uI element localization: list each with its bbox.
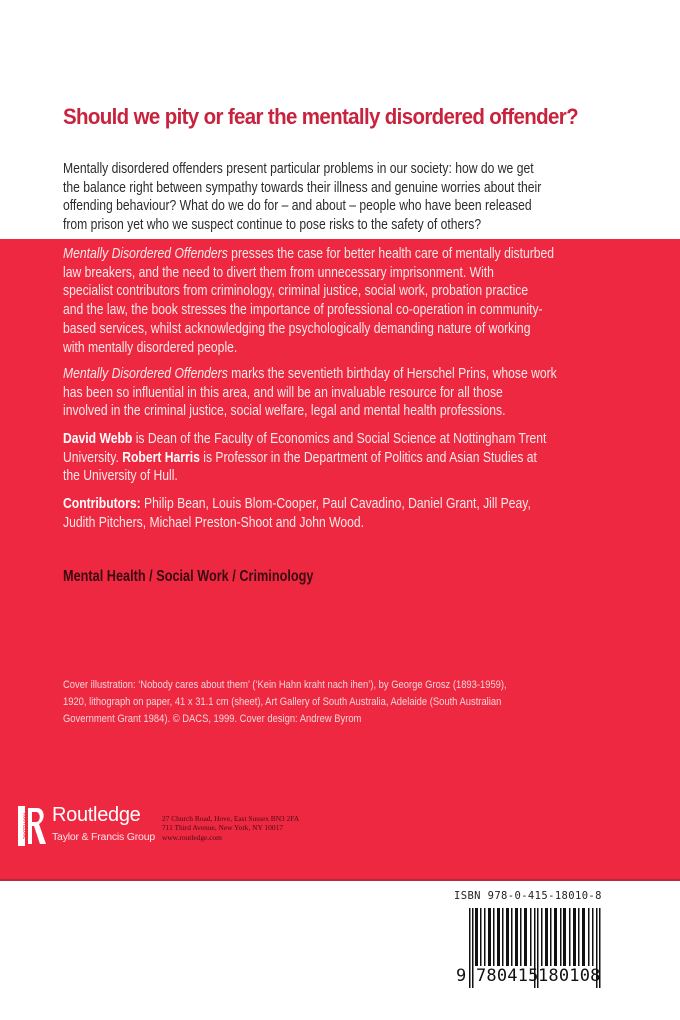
publisher-name: Routledge [52,804,141,826]
headline: Should we pity or fear the mentally disordered offender? [63,104,578,129]
intro-line: from prison yet who we suspect continue to pose risks to the safety of others? [63,217,482,234]
description-paragraph-2: Mentally Disordered Offenders marks the seventieth birthday of Herschel Prins, whose work has been so influential in this area, and will be an invaluable resource for all those involved in the criminal justice, social welfare, legal and mental health professions. [63,366,557,420]
svg-text:ROUTLEDGE: ROUTLEDGE [22,812,28,840]
publisher-website: www.routledge.com [162,832,222,842]
intro-line: Mentally disordered offenders present particular problems in our society: how do we get [63,161,534,177]
authors-paragraph: David Webb is Dean of the Faculty of Economics and Social Science at Nottingham Trent University. Robert Harris is Professor in the Department of Politics and Asian Studies at the University of Hull. [63,431,547,485]
contributors-paragraph: Contributors: Philip Bean, Louis Blom-Cooper, Paul Cavadino, Daniel Grant, Jill Peay, Judith Pitchers, Michael Preston-Shoot and John Wood. [63,496,531,531]
book-title-italic: Mentally Disordered Offenders [63,246,228,262]
publisher-group: Taylor & Francis Group [52,831,155,843]
intro-paragraph [63,160,641,235]
isbn-barcode: ISBN 978-0-415-18010-8 9 780415 180108 [450,886,670,1006]
intro-line: the balance right between sympathy towards their illness and genuine worries about their [63,179,542,196]
author-name: David Webb [63,431,133,447]
routledge-r-icon [18,806,48,846]
publisher-address: 27 Church Road, Hove, East Sussex BN3 2FA 711 Third Avenue, New York, NY 10017 www.routledge.com [162,814,300,842]
author-name: Robert Harris [122,449,200,466]
publisher-logo [18,804,158,848]
cover-credit: Cover illustration: ‘Nobody cares about them’ (‘Kein Hahn kraht nach ihen’), by George Grosz (1893-1959), 1920, lithograph on paper, 41 x 31.1 cm (sheet), Art Gallery of South Australia, Adelaide (South Australian Government Grant 1984). © DACS, 1999. Cover design: Andrew Byrom [63,679,507,725]
description-paragraph-1: Mentally Disordered Offenders presses the case for better health care of mentally disturbed law breakers, and the need to divert them from unnecessary imprisonment. With specialist contributors from criminology, criminal justice, social work, probation practice and the law, the book stresses the importance of professional co-operation in community- based services, whilst acknowledging the psychologically demanding nature of working with mentally disordered people. [63,246,555,356]
isbn-label: ISBN 978-0-415-18010-8 [454,890,602,902]
contributors-label: Contributors: [63,496,141,512]
book-title-italic: Mentally Disordered Offenders [63,366,228,382]
subject-categories: Mental Health / Social Work / Criminology [63,568,314,585]
intro-line: offending behaviour? What do we do for – and about – people who have been released [63,198,532,215]
